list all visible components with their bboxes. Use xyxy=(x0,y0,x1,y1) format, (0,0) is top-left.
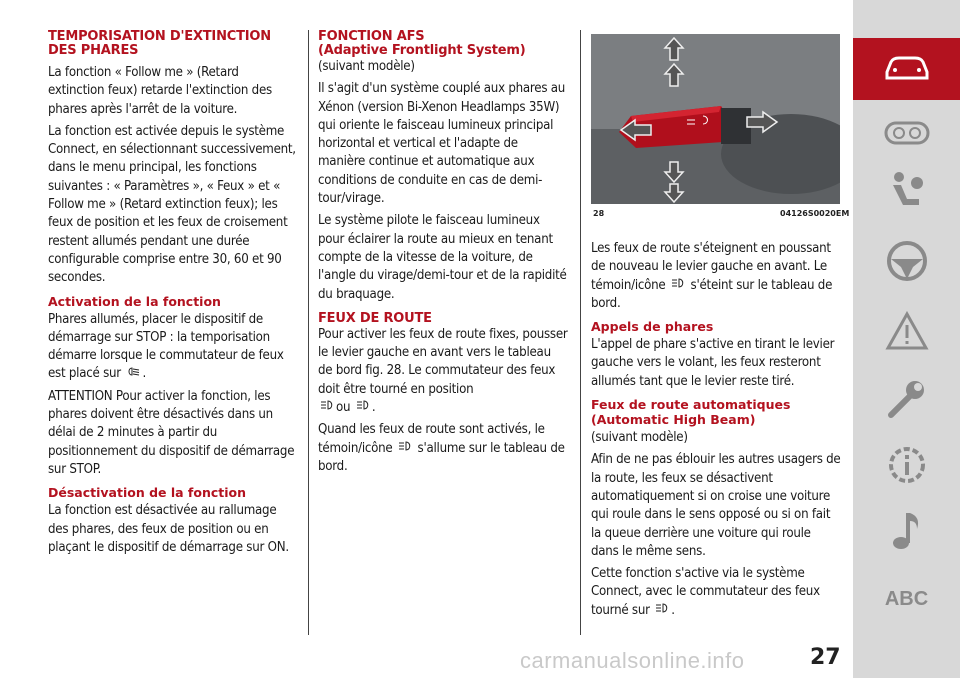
airbag-seat-icon xyxy=(885,169,929,217)
steering-wheel-icon xyxy=(885,239,929,287)
column-right xyxy=(591,240,841,624)
dashboard-gauges-icon xyxy=(884,121,930,149)
paragraph: Le système pilote le faisceau lumineux pour éclairer la route au mieux en tenant compte de la vitesse de la voiture, de l'angle du virage/demi-tour et de la rapidité du braquage. xyxy=(318,213,567,302)
subheading-deactivation: Désactivation de la fonction xyxy=(48,485,247,501)
section-heading-afs: FONCTION AFS xyxy=(318,29,425,44)
sidebar-item-driving[interactable] xyxy=(853,232,960,294)
figure-code: 04126S0020EM xyxy=(780,209,850,218)
paragraph-text: Quand les feux de route sont activés, le témoin/icône xyxy=(318,422,545,456)
paragraph-attention: ATTENTION Pour activer la fonction, les phares doivent être désactivés dans un délai de 2 minutes à partir du positionnement du dispositif de démarrage sur STOP. xyxy=(48,388,295,477)
paragraph-text: . xyxy=(142,366,146,382)
paragraph: La fonction « Follow me » (Retard extinction feux) retarde l'extinction des phares après l'arrêt de la voiture. xyxy=(48,65,272,117)
figure-stalk-photo xyxy=(591,34,840,204)
column-divider xyxy=(308,30,309,635)
page-number: 27 xyxy=(810,645,841,670)
sidebar-item-specs[interactable] xyxy=(853,436,960,498)
section-heading-high-beam: FEUX DE ROUTE xyxy=(318,310,432,326)
paragraph-text: Les feux de route s'éteignent en poussant de nouveau le levier gauche en avant. Le témoin/icône xyxy=(591,241,831,293)
chapter-sidebar xyxy=(853,0,960,678)
paragraph xyxy=(318,326,568,417)
sidebar-item-multimedia[interactable] xyxy=(853,502,960,564)
index-abc-label: ABC xyxy=(884,587,929,610)
watermark: carmanualsonline.info xyxy=(520,648,745,673)
figure-number: 28 xyxy=(593,209,605,218)
high-beam-icon xyxy=(671,277,685,295)
column-divider xyxy=(580,30,581,635)
subheading-auto-high-beam: Feux de route automatiques xyxy=(591,397,791,413)
paragraph xyxy=(48,311,298,384)
paragraph: Afin de ne pas éblouir les autres usagers de la route, les feux se désactivent automatiquement si on croise une voiture qui roule dans le sens opposé ou si on fait la queue derrière une voiture qui roule dans le même sens. xyxy=(591,452,841,559)
paragraph: (suivant modèle) xyxy=(318,59,415,74)
sidebar-item-safety[interactable] xyxy=(853,162,960,224)
info-gear-icon xyxy=(885,443,929,491)
paragraph-text: ou xyxy=(336,400,351,416)
car-icon xyxy=(883,52,931,86)
paragraph xyxy=(591,240,841,313)
paragraph-text: . xyxy=(371,400,376,416)
sidebar-item-index[interactable] xyxy=(853,568,960,630)
paragraph xyxy=(318,421,568,476)
column-middle xyxy=(318,30,568,480)
paragraph-text: Cette fonction s'active via le système Connect, avec le commutateur des feux tourné sur xyxy=(591,566,820,618)
paragraph: (suivant modèle) xyxy=(591,430,688,446)
column-left xyxy=(48,30,298,561)
paragraph-text: s'allume sur le tableau de bord. xyxy=(318,440,565,474)
auto-light-icon xyxy=(320,399,334,417)
paragraph: La fonction est activée depuis le système Connect, en sélectionnant successivement, dans le menu principal, les fonctions suivantes : « Paramètres », « Feux » et « Follow me » (Retard extinction feux); les feux de position et les feux de croisement restent allumés pendant une durée configurable comprise entre 30, 60 et 90 secondes. xyxy=(48,123,296,286)
subheading-flash: Appels de phares xyxy=(591,319,714,335)
subheading-activation: Activation de la fonction xyxy=(48,293,221,309)
paragraph-text: Pour activer les feux de route fixes, pousser le levier gauche en avant vers le tableau de bord fig. 28. Le commutateur des feux doit être tourné en position xyxy=(318,326,568,397)
paragraph: L'appel de phare s'active en tirant le levier gauche vers le volant, les feux resteront allumés tant que le levier reste tiré. xyxy=(591,337,835,389)
paragraph-text: s'éteint sur le tableau de bord. xyxy=(591,277,833,311)
paragraph: La fonction est désactivée au rallumage des phares, des feux de position ou en plaçant le dispositif de démarrage sur ON. xyxy=(48,503,289,555)
paragraph-text: . xyxy=(671,602,675,618)
section-heading-afs-sub: (Adaptive Frontlight System) xyxy=(318,43,526,58)
sidebar-item-dashboard[interactable] xyxy=(853,104,960,166)
sidebar-item-car[interactable] xyxy=(853,38,960,100)
sidebar-item-maintenance[interactable] xyxy=(853,370,960,432)
subheading-auto-high-beam-sub: (Automatic High Beam) xyxy=(591,412,756,428)
sidebar-item-emergency[interactable] xyxy=(853,302,960,364)
auto-light-icon xyxy=(655,602,669,620)
high-beam-icon xyxy=(398,440,412,458)
paragraph xyxy=(591,565,841,620)
low-beam-icon xyxy=(126,365,140,383)
section-heading-follow-me: TEMPORISATION D'EXTINCTION DES PHARES xyxy=(48,29,271,58)
wrench-icon xyxy=(885,377,929,425)
warning-triangle-icon xyxy=(885,311,929,355)
music-note-icon xyxy=(887,509,927,557)
paragraph: Il s'agit d'un système couplé aux phares au Xénon (version Bi-Xenon Headlamps 35W) qui oriente le faisceau lumineux principal horizontal et vertical et l'adapte de manière continue et automatique aux conditions de conduite en cas de demi-tour/virage. xyxy=(318,81,566,207)
high-beam-icon xyxy=(356,399,370,417)
paragraph-text: Phares allumés, placer le dispositif de démarrage sur STOP : la temporisation démarre lorsque le commutateur de feux est placé sur xyxy=(48,311,284,382)
